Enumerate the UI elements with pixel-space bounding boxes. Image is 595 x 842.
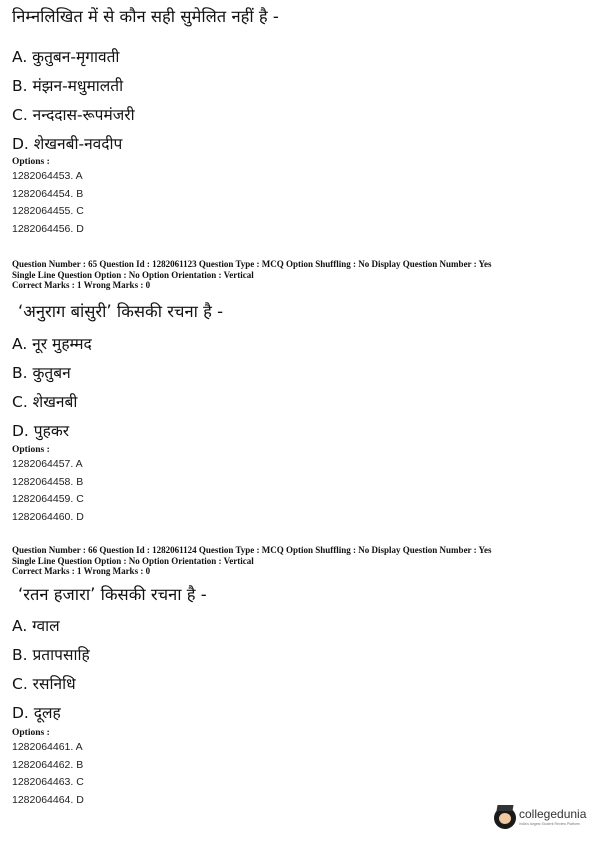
question-2-text: ‘अनुराग बांसुरी’ किसकी रचना है - [18, 302, 224, 321]
question-2-option-ids [12, 444, 582, 526]
option-id: 1282064455. C [12, 205, 84, 217]
question-3-option-ids [12, 727, 582, 809]
question-2 [12, 301, 582, 323]
option-a: A. कुतुबन-मृगावती [12, 48, 120, 66]
logo-tagline: India's largest Student Review Platform [519, 822, 580, 826]
option-c: C. नन्ददास-रूपमंजरी [12, 106, 135, 124]
options-heading: Options : [12, 445, 50, 455]
question-1-options [12, 43, 582, 159]
option-d: D. शेखनबी-नवदीप [12, 135, 123, 153]
option-a: A. ग्वाल [12, 617, 60, 635]
question-marks: Correct Marks : 1 Wrong Marks : 0 [12, 566, 151, 576]
option-b: B. प्रतापसाहि [12, 646, 90, 664]
question-2-meta [12, 259, 582, 291]
option-id: 1282064461. A [12, 741, 83, 753]
option-b: B. मंझन-मधुमालती [12, 77, 124, 95]
question-meta: Question Number : 66 Question Id : 1282061124 Question Type : MCQ Option Shuffling : No Display Question Number : Yes [12, 545, 492, 555]
question-2-options [12, 330, 582, 446]
question-meta: Question Number : 65 Question Id : 1282061123 Question Type : MCQ Option Shuffling : No Display Question Number : Yes [12, 259, 492, 269]
option-a: A. नूर मुहम्मद [12, 335, 92, 353]
question-meta: Single Line Question Option : No Option Orientation : Vertical [12, 555, 254, 566]
question-meta: Single Line Question Option : No Option Orientation : Vertical [12, 269, 254, 280]
question-3-meta [12, 545, 582, 577]
option-c: C. शेखनबी [12, 393, 78, 411]
option-d: D. दूलह [12, 704, 61, 722]
option-id: 1282064453. A [12, 170, 83, 182]
option-id: 1282064457. A [12, 458, 83, 470]
question-1 [12, 6, 582, 28]
question-1-text: निम्नलिखित में से कौन सही सुमेलित नहीं है - [12, 7, 279, 26]
option-id: 1282064456. D [12, 222, 84, 235]
question-marks: Correct Marks : 1 Wrong Marks : 0 [12, 280, 151, 290]
option-d: D. पुहकर [12, 422, 70, 440]
option-id: 1282064454. B [12, 187, 84, 200]
question-3-options [12, 612, 582, 728]
option-id: 1282064463. C [12, 776, 84, 788]
option-id: 1282064460. D [12, 510, 84, 523]
option-id: 1282064459. C [12, 493, 84, 505]
option-id: 1282064462. B [12, 758, 84, 771]
question-3 [12, 584, 582, 606]
options-heading: Options : [12, 728, 50, 738]
question-1-option-ids [12, 156, 582, 238]
option-id: 1282064464. D [12, 793, 84, 806]
logo-brand: collegedunia [519, 807, 587, 821]
options-heading: Options : [12, 157, 50, 167]
collegedunia-logo [494, 805, 590, 833]
graduation-cap-icon [496, 805, 513, 811]
question-3-text: ‘रतन हजारा’ किसकी रचना है - [18, 585, 207, 604]
option-c: C. रसनिधि [12, 675, 76, 693]
option-b: B. कुतुबन [12, 364, 71, 382]
mascot-face-icon [499, 813, 511, 824]
option-id: 1282064458. B [12, 475, 84, 488]
